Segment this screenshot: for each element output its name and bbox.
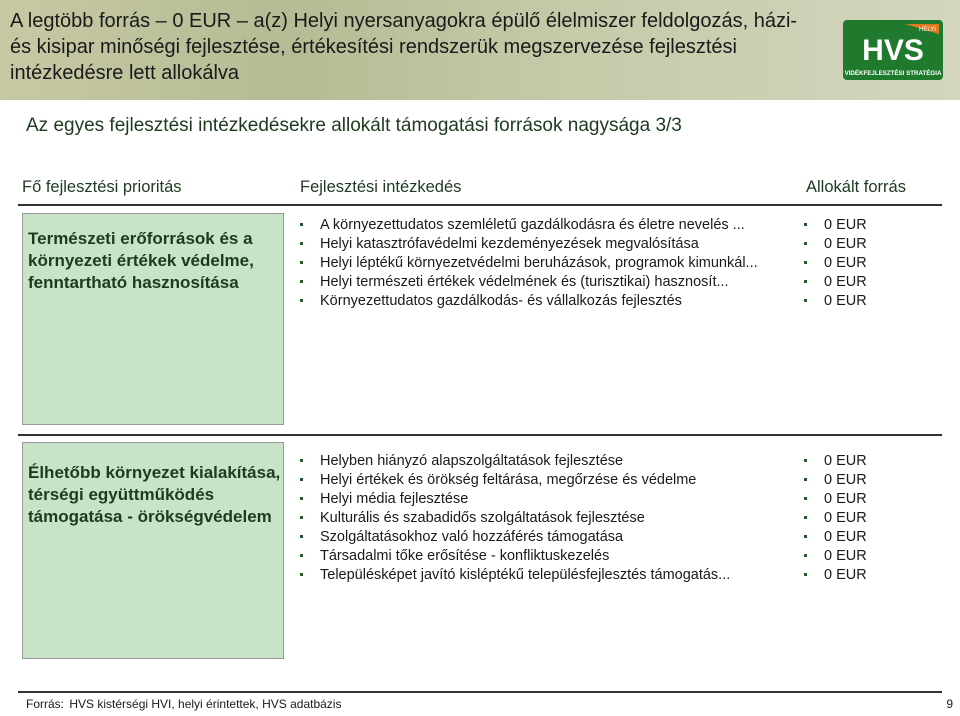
amount-value: 0 EUR	[824, 236, 867, 252]
amount-value: 0 EUR	[824, 217, 867, 233]
title-banner	[0, 0, 960, 100]
measure-label: Helyi léptékű környezetvédelmi beruházások, programok kimunkál...	[320, 255, 758, 271]
column-header-allocated: Allokált forrás	[806, 178, 906, 196]
logo-bottom-text: VIDÉKFEJLESZTÉSI STRATÉGIA	[844, 70, 942, 77]
bullet-icon	[804, 573, 807, 576]
amount-value: 0 EUR	[824, 529, 867, 545]
measure-label: Helyi média fejlesztése	[320, 491, 469, 507]
bullet-icon	[804, 280, 807, 283]
priority-box-2	[22, 442, 284, 659]
measure-label: Településképet javító kisléptékű településfejlesztés támogatás...	[320, 567, 731, 583]
hvs-logo	[843, 20, 943, 80]
bullet-icon	[300, 516, 303, 519]
measure-label: Helyi értékek és örökség feltárása, megőrzése és védelme	[320, 472, 697, 488]
amount-value: 0 EUR	[824, 510, 867, 526]
column-header-priority: Fő fejlesztési prioritás	[22, 178, 182, 196]
bullet-icon	[804, 535, 807, 538]
amount-value: 0 EUR	[824, 567, 867, 583]
footer-divider	[18, 691, 942, 693]
bullet-icon	[300, 223, 303, 226]
measure-label: Helyi természeti értékek védelmének és (turisztikai) hasznosít...	[320, 274, 729, 290]
measure-label: A környezettudatos szemléletű gazdálkodásra és életre nevelés ...	[320, 217, 745, 233]
amount-value: 0 EUR	[824, 548, 867, 564]
bullet-icon	[804, 242, 807, 245]
bullet-icon	[300, 261, 303, 264]
bullet-icon	[804, 516, 807, 519]
measure-label: Környezettudatos gazdálkodás- és vállalkozás fejlesztés	[320, 293, 682, 309]
measure-label: Helyben hiányzó alapszolgáltatások fejlesztése	[320, 453, 624, 469]
bullet-icon	[300, 573, 303, 576]
source-label: Forrás:	[26, 697, 65, 711]
bullet-icon	[804, 261, 807, 264]
bullet-icon	[804, 299, 807, 302]
priority-label: Természeti erőforrások és a környezeti értékek védelme, fenntartható hasznosítása	[28, 229, 254, 292]
source-note	[26, 697, 341, 711]
bullet-icon	[300, 459, 303, 462]
bullet-icon	[804, 478, 807, 481]
priority-box-1	[22, 213, 284, 425]
bullet-icon	[300, 535, 303, 538]
bullet-icon	[804, 497, 807, 500]
measure-label: Helyi katasztrófavédelmi kezdeményezések megvalósítása	[320, 236, 699, 252]
amount-value: 0 EUR	[824, 472, 867, 488]
measure-label: Társadalmi tőke erősítése - konfliktuskezelés	[320, 548, 610, 564]
bullet-icon	[804, 223, 807, 226]
measure-label: Szolgáltatásokhoz való hozzáférés támogatása	[320, 529, 624, 545]
bullet-icon	[300, 242, 303, 245]
logo-main-text: HVS	[862, 34, 924, 67]
logo-top-text: HELYI	[919, 27, 936, 33]
measure-label: Kulturális és szabadidős szolgáltatások fejlesztése	[320, 510, 645, 526]
bullet-icon	[300, 554, 303, 557]
amount-value: 0 EUR	[824, 453, 867, 469]
slide-subtitle: Az egyes fejlesztési intézkedésekre allokált támogatási források nagysága 3/3	[26, 115, 682, 136]
amount-value: 0 EUR	[824, 274, 867, 290]
section-divider	[18, 434, 942, 436]
priority-label: Élhetőbb környezet kialakítása, térségi együttműködés támogatása - örökségvédelem	[28, 463, 281, 526]
page-title: A legtöbb forrás – 0 EUR – a(z) Helyi nyersanyagokra épülő élelmiszer feldolgozás, házi- és kisipar minőségi fejlesztése, értékesítési rendszerük megszervezése fejlesztési intézkedésre lett allokálva	[10, 10, 798, 84]
column-header-measure: Fejlesztési intézkedés	[300, 178, 462, 196]
bullet-icon	[300, 478, 303, 481]
amount-value: 0 EUR	[824, 293, 867, 309]
bullet-icon	[804, 554, 807, 557]
amount-value: 0 EUR	[824, 491, 867, 507]
header-divider	[18, 204, 942, 206]
bullet-icon	[804, 459, 807, 462]
bullet-icon	[300, 280, 303, 283]
source-text: HVS kistérségi HVI, helyi érintettek, HVS adatbázis	[69, 697, 342, 711]
bullet-icon	[300, 299, 303, 302]
page-number: 9	[946, 697, 953, 711]
amount-value: 0 EUR	[824, 255, 867, 271]
bullet-icon	[300, 497, 303, 500]
